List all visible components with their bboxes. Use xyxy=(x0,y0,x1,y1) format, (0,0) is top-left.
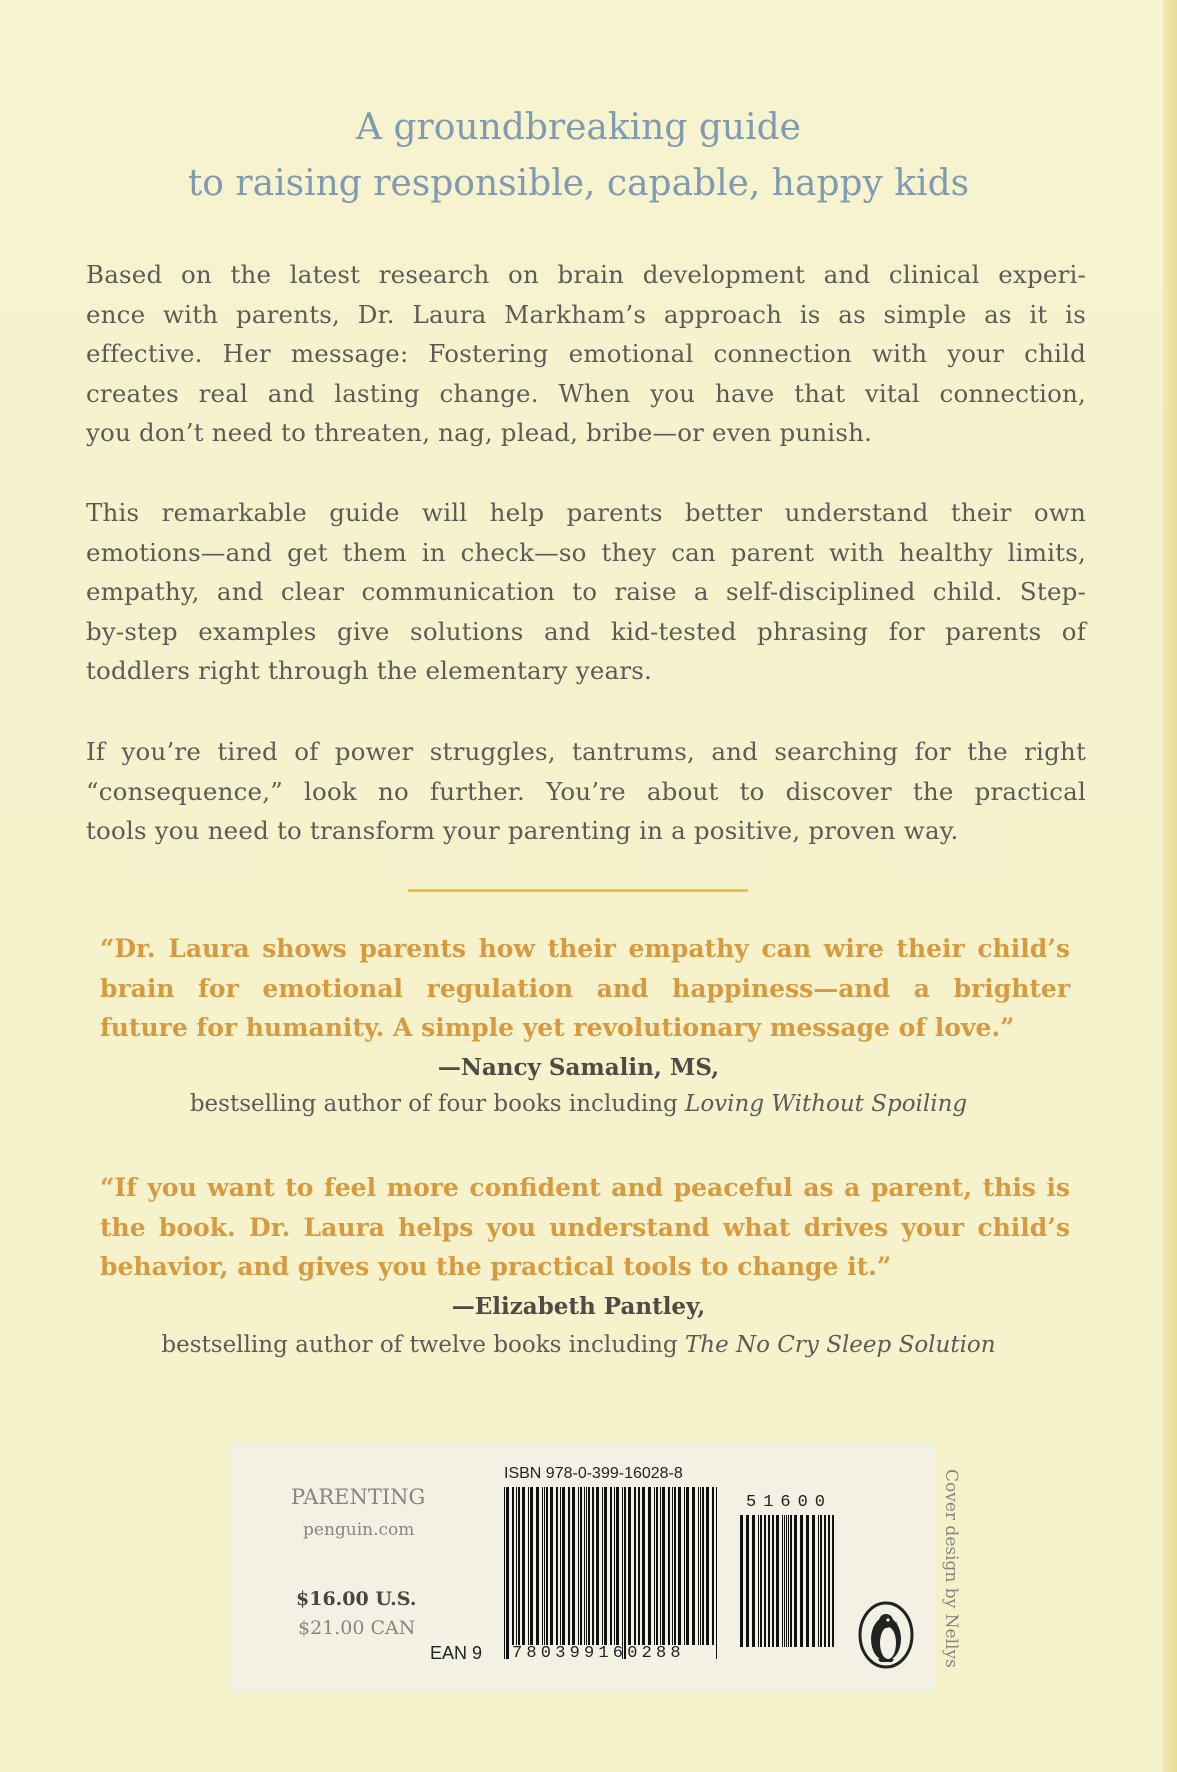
headline-line-1: A groundbreaking guide xyxy=(356,107,801,148)
barcode-bar xyxy=(634,1487,636,1645)
barcode-bar xyxy=(604,1487,607,1645)
endorsement-quote-1 xyxy=(100,929,1070,1048)
barcode-bar xyxy=(824,1515,826,1647)
barcode-bar xyxy=(580,1487,582,1645)
barcode-bar xyxy=(712,1487,714,1645)
barcode-bar xyxy=(740,1515,743,1647)
barcode-bar xyxy=(546,1487,548,1645)
barcode-bar xyxy=(772,1515,774,1647)
barcode-bar xyxy=(674,1487,676,1645)
barcode-bar xyxy=(760,1515,762,1647)
barcode-bar xyxy=(660,1487,661,1645)
quote-line: behavior, and gives you the practical tools to change it.” xyxy=(100,1252,892,1281)
paragraph-line: ence with parents, Dr. Laura Markham’s approach is as simple as it is xyxy=(86,299,1086,329)
barcode-bar xyxy=(596,1487,599,1645)
barcode-bar xyxy=(610,1487,612,1645)
barcode-bar xyxy=(528,1487,529,1645)
isbn-label: ISBN 978-0-399-16028-8 xyxy=(504,1465,683,1482)
endorsement-quote-2 xyxy=(100,1168,1070,1287)
barcode-bar xyxy=(562,1487,565,1645)
barcode-bar xyxy=(758,1515,759,1647)
barcode-bar xyxy=(782,1515,783,1647)
barcode-bar xyxy=(654,1487,655,1645)
paragraph-line: creates real and lasting change. When you have that vital connection, xyxy=(86,378,1086,408)
quote-attribution-2: —Elizabeth Pantley, xyxy=(451,1293,706,1320)
barcode-bar xyxy=(512,1487,514,1645)
penguin-logo-icon xyxy=(858,1601,914,1669)
barcode-bar xyxy=(572,1487,575,1645)
barcode-bar xyxy=(684,1487,685,1645)
barcode-bar xyxy=(560,1487,561,1645)
price-us: $16.00 U.S. xyxy=(296,1588,417,1610)
barcode-bar xyxy=(662,1487,665,1645)
barcode-bar xyxy=(624,1487,626,1659)
headline-line-2: to raising responsible, capable, happy kids xyxy=(187,163,970,204)
barcode-bar xyxy=(752,1515,755,1647)
quote-credit-2 xyxy=(0,1332,1157,1358)
paragraph-line: tools you need to transform your parenting in a positive, proven way. xyxy=(86,816,959,845)
barcode-bar xyxy=(568,1487,570,1645)
barcode-bar xyxy=(784,1515,785,1647)
paragraph-line: If you’re tired of power struggles, tantrums, and searching for the right xyxy=(86,737,1086,766)
barcode-bar xyxy=(700,1487,701,1645)
barcode-bar xyxy=(622,1487,623,1659)
barcode-bar xyxy=(506,1487,509,1659)
barcode-bar xyxy=(820,1515,822,1647)
addon-barcode xyxy=(740,1515,838,1661)
barcode-bar xyxy=(638,1487,640,1645)
barcode-bar xyxy=(790,1515,792,1647)
publisher-website: penguin.com xyxy=(303,1520,415,1540)
cover-design-credit: Cover design by Nellys xyxy=(941,1469,961,1668)
barcode-bar xyxy=(586,1487,587,1645)
barcode-panel xyxy=(230,1443,936,1691)
barcode-bar xyxy=(578,1487,579,1645)
paragraph-line: Based on the latest research on brain development and clinical experi- xyxy=(86,260,1086,289)
category-label: PARENTING xyxy=(291,1485,426,1509)
quote-credit-1 xyxy=(0,1091,1157,1117)
barcode-bar xyxy=(818,1515,819,1647)
ean-barcode xyxy=(504,1487,720,1659)
barcode-bar xyxy=(656,1487,658,1645)
barcode-bar xyxy=(698,1487,699,1645)
ean-digits: 780399160288 xyxy=(512,1644,685,1663)
barcode-bar xyxy=(518,1487,520,1645)
ean-label: EAN 9 xyxy=(430,1643,483,1663)
barcode-bar xyxy=(516,1487,517,1645)
barcode-bar xyxy=(746,1515,749,1647)
barcode-bar xyxy=(672,1487,673,1645)
barcode-bar xyxy=(616,1487,619,1645)
barcode-bar xyxy=(832,1515,834,1647)
barcode-bar xyxy=(550,1487,553,1645)
barcode-bar xyxy=(668,1487,670,1645)
credit-prefix: bestselling author of twelve books including xyxy=(161,1332,685,1358)
barcode-bar xyxy=(522,1487,525,1645)
barcode-bar xyxy=(706,1487,709,1645)
quote-line: future for humanity. A simple yet revolutionary message of love.” xyxy=(100,1013,1015,1042)
barcode-bar xyxy=(786,1515,787,1647)
addon-digits: 51600 xyxy=(746,1493,833,1512)
barcode-bar xyxy=(806,1515,809,1647)
barcode-bar xyxy=(602,1487,603,1645)
barcode-bar xyxy=(702,1487,704,1645)
barcode-bar xyxy=(692,1487,695,1645)
credit-book-title: The No Cry Sleep Solution xyxy=(684,1332,996,1358)
credit-prefix: bestselling author of four books including xyxy=(189,1091,686,1117)
paragraph-line: “consequence,” look no further. You’re about to discover the practical xyxy=(86,776,1086,806)
paragraph-line: This remarkable guide will help parents better understand their own xyxy=(86,498,1086,527)
description-paragraph-2 xyxy=(86,493,1086,691)
barcode-bar xyxy=(648,1487,651,1645)
barcode-bar xyxy=(794,1515,797,1647)
paragraph-line: emotions—and get them in check—so they can parent with healthy limits, xyxy=(86,537,1086,567)
barcode-bar xyxy=(788,1515,789,1647)
barcode-bar xyxy=(678,1487,681,1645)
barcode-bar xyxy=(716,1487,717,1659)
barcode-bar xyxy=(686,1487,689,1645)
barcode-bar xyxy=(544,1487,545,1645)
quote-line: “Dr. Laura shows parents how their empathy can wire their child’s xyxy=(100,934,1070,963)
barcode-bar xyxy=(776,1515,779,1647)
paragraph-line: you don’t need to threaten, nag, plead, bribe—or even punish. xyxy=(86,418,873,447)
barcode-bar xyxy=(542,1487,543,1645)
barcode-bar xyxy=(584,1487,585,1645)
paragraph-line: empathy, and clear communication to raise a self-disciplined child. Step- xyxy=(86,577,1086,606)
barcode-bar xyxy=(812,1515,815,1647)
paragraph-line: toddlers right through the elementary years. xyxy=(86,656,652,685)
price-can: $21.00 CAN xyxy=(298,1617,416,1639)
quote-line: the book. Dr. Laura helps you understand what drives your child’s xyxy=(100,1212,1070,1242)
paragraph-line: effective. Her message: Fostering emotional connection with your child xyxy=(86,339,1086,368)
barcode-bar xyxy=(828,1515,830,1647)
description-paragraph-1 xyxy=(86,255,1086,453)
headline xyxy=(0,100,1157,212)
barcode-bar xyxy=(530,1487,533,1645)
description-paragraph-3 xyxy=(86,732,1086,851)
quote-attribution-1: —Nancy Samalin, MS, xyxy=(437,1054,720,1081)
quote-line: “If you want to feel more confident and peaceful as a parent, this is xyxy=(100,1173,1070,1202)
paragraph-line: by-step examples give solutions and kid-tested phrasing for parents of xyxy=(86,616,1086,646)
barcode-bar xyxy=(504,1487,505,1659)
barcode-bar xyxy=(800,1515,803,1647)
section-divider xyxy=(408,889,748,892)
barcode-bar xyxy=(768,1515,770,1647)
barcode-bar xyxy=(614,1487,615,1645)
cover-edge xyxy=(1163,0,1177,1772)
barcode-bar xyxy=(556,1487,558,1645)
barcode-bar xyxy=(588,1487,590,1645)
barcode-bar xyxy=(592,1487,594,1645)
barcode-bar xyxy=(642,1487,645,1645)
quote-line: brain for emotional regulation and happiness—and a brighter xyxy=(100,973,1070,1003)
barcode-bar xyxy=(764,1515,766,1647)
barcode-bar xyxy=(536,1487,539,1645)
barcode-bar xyxy=(628,1487,631,1645)
credit-book-title: Loving Without Spoiling xyxy=(685,1091,968,1117)
